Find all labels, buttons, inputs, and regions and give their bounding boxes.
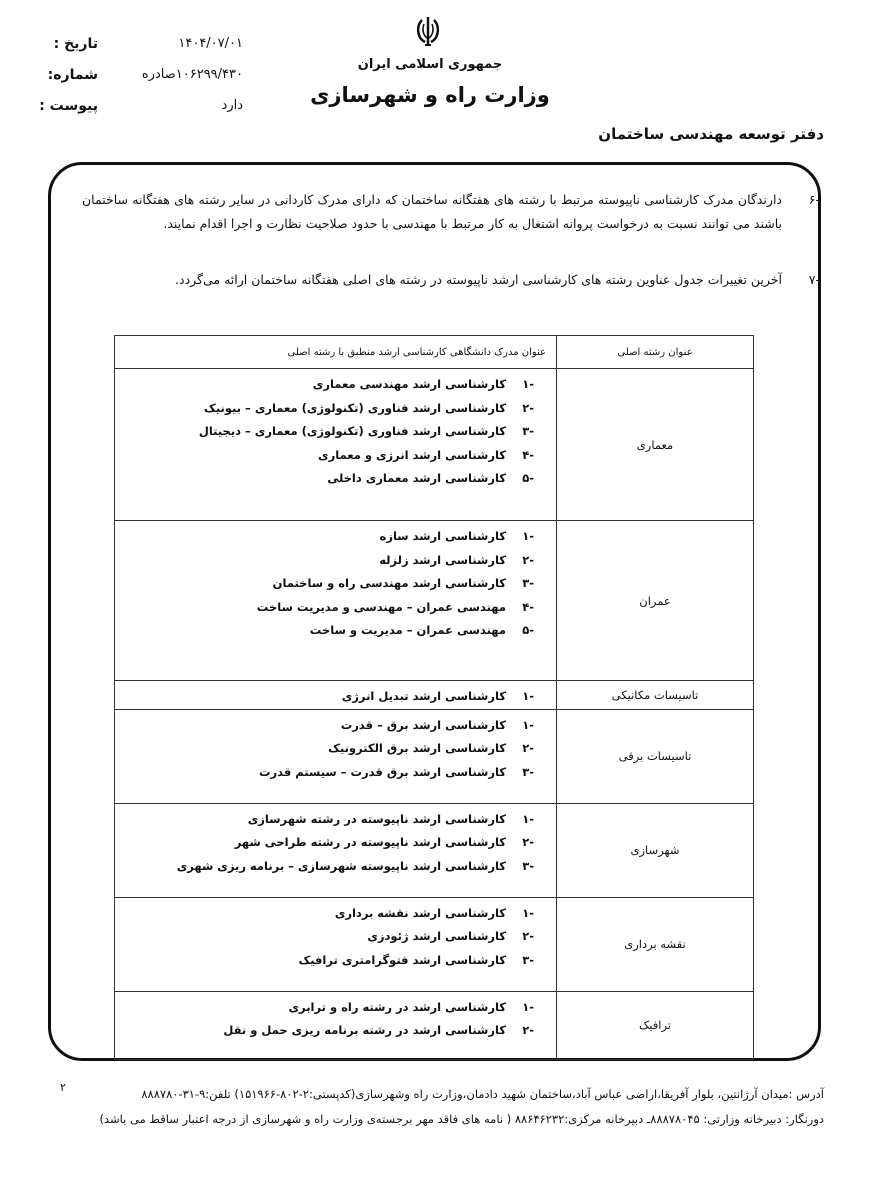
degree-item [115, 855, 534, 879]
degree-index: -۲ [522, 929, 534, 943]
degrees-cell [115, 521, 557, 681]
degree-index: -۴ [522, 599, 534, 614]
degree-item [115, 619, 534, 643]
degree-index: -۱ [522, 377, 534, 391]
degree-index: -۲ [522, 400, 534, 415]
meta-date [38, 28, 253, 59]
degree-title: کارشناسی ارشد فناوری (تکنولوژی) معماری – دیجیتال [198, 424, 506, 438]
degree-title: کارشناسی ارشد فتوگرامتری ترافیک [298, 952, 506, 967]
degree-item [115, 444, 534, 468]
degree-title: کارشناسی ارشد انرژی و معماری [318, 447, 506, 462]
degree-list [115, 714, 556, 785]
degree-index: -۴ [522, 447, 534, 462]
degree-title: کارشناسی ارشد ناپیوسته در رشته شهرسازی [247, 811, 506, 826]
table-row [115, 991, 754, 1059]
table-row [115, 897, 754, 991]
degree-index: -۱ [522, 905, 534, 920]
degrees-cell [115, 897, 557, 991]
degree-list [115, 808, 556, 879]
header-field: عنوان رشته اصلی [557, 336, 754, 369]
degree-item [115, 525, 534, 549]
table-header-row [115, 336, 754, 369]
degree-index: -۱ [522, 717, 534, 732]
iran-emblem-icon [413, 14, 443, 48]
meta-number-value: ۱۰۶۲۹۹/۴۳۰صادره [141, 67, 243, 82]
degrees-cell [115, 709, 557, 803]
degree-title: کارشناسی ارشد مهندسی راه و ساختمان [272, 576, 506, 590]
degree-index: -۵ [522, 623, 534, 637]
degree-item [115, 549, 534, 573]
degree-table [114, 335, 754, 1060]
degree-item [115, 761, 534, 785]
degree-item [115, 831, 534, 855]
degree-item [115, 902, 534, 926]
degree-title: مهندسی عمران – مدیریت و ساخت [309, 623, 506, 637]
meta-number-label: شماره: [47, 66, 98, 83]
degree-item [115, 572, 534, 596]
paragraph-number: -۶ [808, 192, 820, 207]
table-row [115, 709, 754, 803]
degree-title: کارشناسی ارشد مهندسی معماری [312, 377, 506, 391]
degree-title: کارشناسی ارشد ژئودزی [367, 929, 506, 943]
table-row [115, 521, 754, 681]
degree-item [115, 420, 534, 444]
degrees-cell [115, 803, 557, 897]
page-number: ۲ [60, 1081, 66, 1094]
degree-item [115, 467, 534, 491]
degree-index: -۳ [522, 764, 534, 779]
office-title: دفتر توسعه مهندسی ساختمان [598, 125, 824, 143]
degree-index: -۳ [522, 952, 534, 967]
meta-date-value: ۱۴۰۴/۰۷/۰۱ [178, 36, 243, 51]
degree-title: کارشناسی ارشد زلزله [379, 552, 506, 567]
field-cell: نقشه برداری [557, 897, 754, 991]
meta-attachment-value: دارد [221, 98, 243, 113]
degrees-cell [115, 681, 557, 710]
degree-title: کارشناسی ارشد در رشته راه و ترابری [288, 999, 506, 1014]
degree-title: کارشناسی ارشد نقشه برداری [334, 905, 506, 920]
paragraph-number: -۷ [808, 272, 820, 287]
paragraph-6 [82, 188, 820, 236]
degree-title: کارشناسی ارشد برق الکترونیک [328, 741, 506, 755]
degrees-cell [115, 369, 557, 521]
meta-attachment [38, 90, 253, 121]
degree-item [115, 714, 534, 738]
degree-title: کارشناسی ارشد ناپیوسته شهرسازی – برنامه ریزی شهری [176, 858, 506, 873]
table-row [115, 369, 754, 521]
degree-index: -۲ [522, 835, 534, 849]
degree-item [115, 949, 534, 973]
degree-index: -۳ [522, 424, 534, 438]
paragraph-7 [82, 268, 820, 292]
paragraph-text: آخرین تغییرات جدول عناوین رشته های کارشناسی ارشد ناپیوسته در رشته های اصلی هفتگانه ساختمان ارائه می‌گردد. [175, 272, 782, 287]
meta-number [38, 59, 253, 90]
table-body [115, 369, 754, 1060]
paragraph-text: دارندگان مدرک کارشناسی ناپیوسته مرتبط با رشته های هفتگانه ساختمان که دارای مدرک کاردانی در سایر رشته های هفتگانه ساختمان باشند می توانند نسبت به درخواست پروانه اشتغال به کار مرتبط با مهندسی با حدود صلاحیت نظارت و اجرا اقدام نمایند. [82, 192, 782, 231]
degree-item [115, 737, 534, 761]
letter-meta [38, 28, 253, 121]
footer-address: آدرس :میدان آرژانتین، بلوار آفریقا،اراضی عباس آباد،ساختمان شهید دادمان،وزارت راه وشهرسازی(کدپستی:۲-۸۰۲-۱۵۱۹۶۶) تلفن:۹-۳۱-۸۸۸۷۸۰ [141, 1087, 824, 1101]
footer-fax: دورنگار: دبیرخانه وزارتی: ۸۸۸۷۸۰۴۵ـ دبیرخانه مرکزی:۸۸۶۴۶۲۳۲ ( نامه های فاقد مهر برجسته‌ی وزارت راه و شهرسازی از درجه اعتبار ساقط می باشد) [99, 1112, 824, 1126]
field-cell: تاسیسات برقی [557, 709, 754, 803]
meta-attachment-label: پیوست : [39, 97, 98, 114]
degree-index: -۱ [522, 999, 534, 1014]
field-cell: عمران [557, 521, 754, 681]
field-cell: شهرسازی [557, 803, 754, 897]
republic-title: جمهوری اسلامی ایران [357, 57, 503, 72]
degree-item [115, 397, 534, 421]
degree-index: -۲ [522, 552, 534, 567]
degree-index: -۱ [522, 811, 534, 826]
degree-index: -۳ [522, 858, 534, 873]
degree-index: -۲ [522, 1023, 534, 1037]
degree-title: کارشناسی ارشد سازه [379, 529, 506, 543]
degree-title: کارشناسی ارشد برق قدرت – سیستم قدرت [258, 764, 506, 779]
field-cell: معماری [557, 369, 754, 521]
degree-item [115, 996, 534, 1020]
degree-index: -۳ [522, 576, 534, 590]
degrees-cell [115, 991, 557, 1059]
field-cell: ترافیک [557, 991, 754, 1059]
degree-title: کارشناسی ارشد برق – قدرت [340, 717, 506, 732]
degree-item [115, 596, 534, 620]
degree-title: کارشناسی ارشد معماری داخلی [327, 471, 506, 485]
meta-date-label: تاریخ : [53, 35, 98, 52]
table-row [115, 681, 754, 710]
degree-item [115, 1019, 534, 1043]
degree-item [115, 808, 534, 832]
degree-list [115, 373, 556, 491]
header-degrees: عنوان مدرک دانشگاهی کارشناسی ارشد منطبق با رشته اصلی [115, 336, 557, 369]
degree-title: کارشناسی ارشد در رشته برنامه ریزی حمل و نقل [223, 1023, 506, 1037]
table-row [115, 803, 754, 897]
degree-title: کارشناسی ارشد تبدیل انرژی [341, 689, 506, 703]
degree-index: -۱ [522, 689, 534, 703]
field-cell: تاسیسات مکانیکی [557, 681, 754, 710]
degree-list [115, 996, 556, 1043]
degree-index: -۱ [522, 529, 534, 543]
degree-list [115, 902, 556, 973]
degree-title: کارشناسی ارشد ناپیوسته در رشته طراحی شهر [234, 835, 506, 849]
degree-title: مهندسی عمران – مهندسی و مدیریت ساخت [256, 599, 506, 614]
degree-item [115, 925, 534, 949]
degree-title: کارشناسی ارشد فناوری (تکنولوژی) معماری – بیونیک [204, 400, 506, 415]
ministry-title: وزارت راه و شهرسازی [310, 83, 550, 107]
degree-index: -۲ [522, 741, 534, 755]
degree-item [115, 373, 534, 397]
degree-index: -۵ [522, 471, 534, 485]
degree-list [115, 685, 556, 709]
degree-list [115, 525, 556, 643]
degree-item [115, 685, 534, 709]
